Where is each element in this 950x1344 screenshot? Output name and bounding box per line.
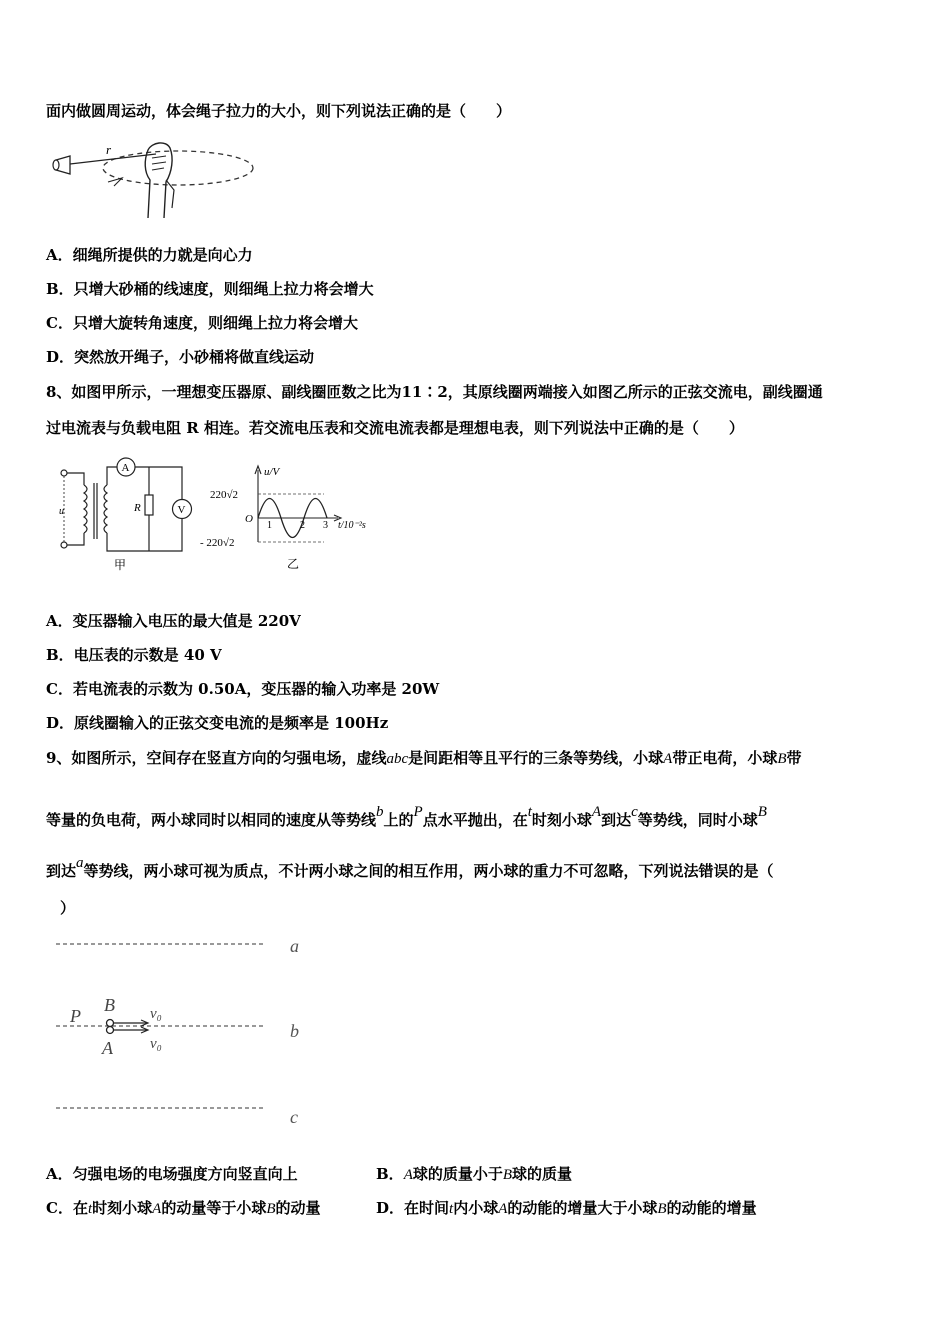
q8-fig-yi-caption: 乙 [287,557,300,571]
q8-fig-yi-negative-peak: - 220√2 [200,537,235,549]
q9-var-abc: abc [386,751,409,767]
q8-fig-yi-tick-2: 2 [300,520,305,531]
q7-option-c[interactable]: C．只增大旋转角速度，则细绳上拉力将会增大 [46,314,358,332]
q9-text: 内小球 [453,1199,499,1217]
q9-var-A: A [498,1201,508,1217]
q8-stem-line2: 过电流表与负载电阻 R 相连。若交流电压表和交流电流表都是理想电表，则下列说法中正确的是（ ） [46,419,744,437]
q9-figure-equipotential-lines [52,930,312,1130]
q9-fig-v0-upper: v₀ [150,1006,162,1022]
q9-var-A: A [663,751,673,767]
q8-fig-jia-u: u [59,506,64,517]
q9-var-b: b [376,804,384,820]
q9-fig-line-a: a [290,936,299,956]
q9-text: 到达 [601,811,632,829]
q9-text: 是间距相等且平行的三条等势线，小球 [408,749,664,767]
q9-fig-v0-lower: v₀ [150,1036,162,1052]
q8-fig-yi-tick-3: 3 [323,520,328,531]
q9-var-A: A [152,1201,162,1217]
q9-text: 的动量等于小球 [161,1199,267,1217]
q8-fig-yi-ylabel: u/V [264,466,280,478]
q9-var-A: A [591,804,602,820]
q9-stem-line1 [46,748,802,769]
q8-fig-yi-origin: O [245,513,253,525]
q9-text: 点水平抛出，在 [422,811,528,829]
q9-var-B: B [757,804,767,820]
q9-option-c[interactable] [46,1198,321,1219]
q7-option-b[interactable]: B．只增大砂桶的线速度，则细绳上拉力将会增大 [46,280,374,298]
q9-text: C．在 [46,1199,88,1217]
q9-option-d[interactable] [376,1198,757,1219]
q9-var-P: P [413,804,423,820]
q9-text: 9、如图所示，空间存在竖直方向的匀强电场，虚线 [46,749,387,767]
q8-figure-yi-sine-wave [196,462,386,574]
q8-fig-jia-voltmeter: V [177,504,186,516]
q9-stem-line2 [46,804,767,831]
q9-stem-line4: ） [60,899,76,917]
q9-text: 等势线，同时小球 [637,811,758,829]
q9-option-b[interactable] [376,1164,572,1185]
q9-stem-line3 [46,855,774,882]
q7-option-d[interactable]: D．突然放开绳子，小砂桶将做直线运动 [46,348,315,366]
q8-fig-jia-ammeter: A [121,462,130,474]
q9-text: 等量的负电荷，两小球同时以相同的速度从等势线 [46,811,377,829]
q7-figure-rotating-bucket [48,132,263,222]
q9-var-B: B [657,1201,667,1217]
q7-option-a[interactable]: A．细绳所提供的力就是向心力 [46,246,253,264]
q9-var-t: t [527,804,532,820]
q9-text: 的动量 [275,1199,321,1217]
q9-text: 到达 [46,862,77,880]
q9-text: 带正电荷，小球 [672,749,778,767]
q9-fig-line-c: c [290,1107,298,1127]
q9-var-c: c [631,804,638,820]
q8-fig-yi-positive-peak: 220√2 [210,489,239,501]
q9-text: D．在时间 [376,1199,450,1217]
q9-text: 的动能的增量大于小球 [507,1199,658,1217]
q9-text: 上的 [383,811,414,829]
q8-fig-yi-xlabel: t/10⁻²s [338,520,366,531]
q9-var-A: A [403,1167,413,1183]
q9-fig-ball-A: A [102,1038,113,1058]
q9-text: 带 [786,749,802,767]
q9-text: B． [376,1165,404,1183]
q7-stem-tail: 面内做圆周运动，体会绳子拉力的大小，则下列说法正确的是（ ） [46,102,512,120]
q8-stem-line1: 8、如图甲所示，一理想变压器原、副线圈匝数之比为11∶2，其原线圈两端接入如图乙所示的正弦交流电，副线圈通 [46,383,823,401]
q9-var-B: B [266,1201,276,1217]
q9-text: 的动能的增量 [666,1199,757,1217]
q8-option-b[interactable]: B．电压表的示数是 40 V [46,646,222,664]
q9-text: 时刻小球 [531,811,592,829]
q9-var-B: B [502,1167,513,1183]
q9-text: 等势线，两小球可视为质点，不计两小球之间的相互作用，两小球的重力不可忽略，下列说法错误的是（ [83,862,774,880]
q9-var-t: t [87,1201,93,1217]
q8-fig-jia-resistor: R [134,502,141,514]
q9-var-t: t [449,1201,454,1217]
q9-fig-line-b: b [290,1021,299,1041]
q8-fig-jia-caption: 甲 [114,558,127,572]
q9-var-B: B [777,751,787,767]
q8-fig-yi-tick-1: 1 [267,520,272,531]
q7-fig-label-r: r [106,142,112,157]
q9-fig-point-P: P [70,1006,81,1026]
q8-option-a[interactable]: A．变压器输入电压的最大值是 220V [46,612,301,630]
q9-text: 时刻小球 [92,1199,153,1217]
q9-var-a: a [76,855,84,871]
q9-option-a[interactable]: A．匀强电场的电场强度方向竖直向上 [46,1165,298,1183]
q8-option-d[interactable]: D．原线圈输入的正弦交变电流的是频率是 100Hz [46,714,389,732]
q9-fig-ball-B: B [104,995,115,1015]
q9-text: 球的质量小于 [412,1165,503,1183]
q9-text: 球的质量 [512,1165,573,1183]
q8-figure-jia-transformer-circuit [54,455,189,575]
q8-option-c[interactable]: C．若电流表的示数为 0.50A，变压器的输入功率是 20W [46,680,440,698]
